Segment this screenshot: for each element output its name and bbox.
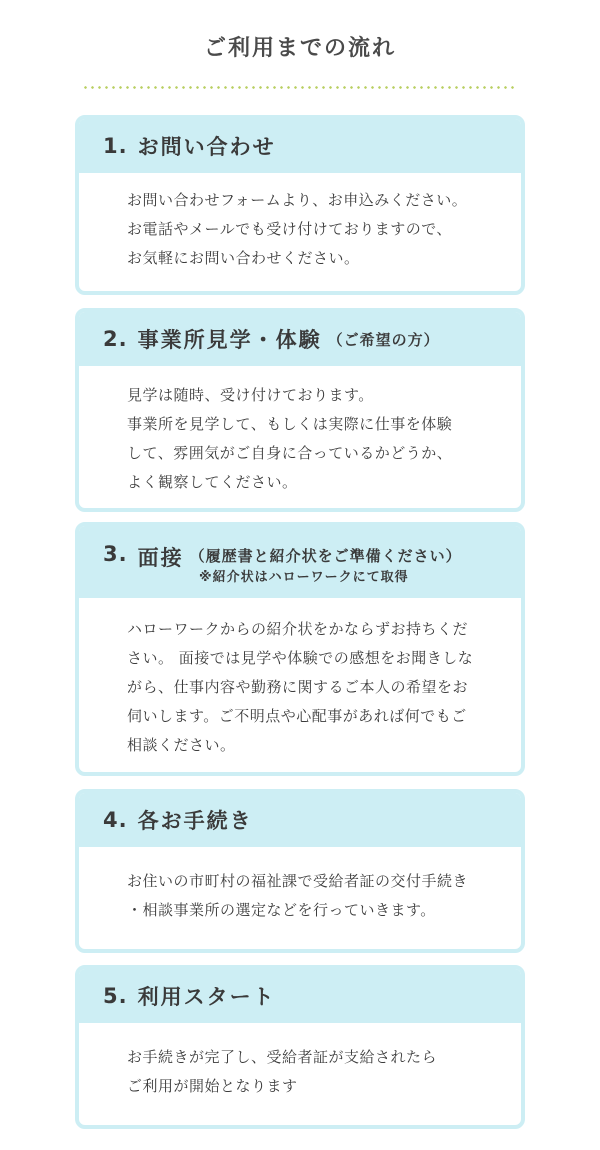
step-text-line: 見学は随時、受け付けております。 bbox=[127, 386, 374, 404]
step-number: 1. bbox=[103, 134, 128, 158]
step-card-procedures bbox=[75, 789, 525, 953]
step-body bbox=[79, 847, 521, 925]
step-text-line: 伺いします。ご不明点や心配事があれば何でもご bbox=[127, 707, 467, 725]
step-header bbox=[79, 312, 521, 366]
step-text-line: ・相談事業所の選定などを行っていきます。 bbox=[127, 901, 436, 919]
step-text-line: よく観察してください。 bbox=[127, 473, 298, 491]
step-number: 5. bbox=[103, 984, 128, 1008]
step-text-line: お手続きが完了し、受給者証が支給されたら bbox=[127, 1048, 438, 1066]
step-header bbox=[79, 119, 521, 173]
step-text-line: 相談ください。 bbox=[127, 736, 236, 754]
step-subtitle: （ご希望の方） bbox=[327, 330, 440, 349]
step-text-line: さい。 面接では見学や体験での感想をお聞きしな bbox=[127, 649, 474, 667]
step-text-line: お問い合わせフォームより、お申込みください。 bbox=[127, 191, 468, 209]
page-title: ご利用までの流れ bbox=[203, 36, 396, 61]
dotted-divider bbox=[82, 86, 518, 89]
step-body bbox=[79, 366, 521, 497]
step-text-line: ハローワークからの紹介状をかならずお持ちくだ bbox=[127, 620, 469, 638]
step-header bbox=[79, 526, 521, 598]
step-title: 事業所見学・体験 bbox=[137, 328, 322, 352]
step-text-line: がら、仕事内容や勤務に関するご本人の希望をお bbox=[127, 678, 469, 696]
step-number: 4. bbox=[103, 808, 128, 832]
step-card-interview bbox=[75, 522, 525, 776]
step-text-line: ご利用が開始となります bbox=[127, 1077, 298, 1095]
step-number: 3. bbox=[103, 542, 128, 566]
step-card-visit-trial bbox=[75, 308, 525, 512]
step-text-line: 事業所を見学して、もしくは実際に仕事を体験 bbox=[127, 415, 453, 433]
step-text-line: お気軽にお問い合わせください。 bbox=[127, 249, 360, 267]
step-text-line: お住いの市町村の福祉課で受給者証の交付手続き bbox=[127, 872, 469, 890]
step-card-start bbox=[75, 965, 525, 1129]
step-header bbox=[79, 793, 521, 847]
step-number: 2. bbox=[103, 327, 128, 351]
step-card-inquiry bbox=[75, 115, 525, 295]
step-title: 各お手続き bbox=[137, 809, 253, 833]
step-text-line: お電話やメールでも受け付けておりますので、 bbox=[127, 220, 452, 238]
step-text-line: して、雰囲気がご自身に合っているかどうか、 bbox=[127, 444, 453, 462]
step-title: お問い合わせ bbox=[137, 135, 276, 159]
step-body bbox=[79, 598, 521, 760]
step-header bbox=[79, 969, 521, 1023]
step-title: 利用スタート bbox=[137, 985, 276, 1009]
step-body bbox=[79, 173, 521, 273]
step-body bbox=[79, 1023, 521, 1101]
step-title: 面接 bbox=[137, 546, 184, 570]
step-note: ※紹介状はハローワークにて取得 bbox=[199, 570, 409, 585]
step-subtitle: （履歴書と紹介状をご準備ください） bbox=[189, 547, 462, 565]
